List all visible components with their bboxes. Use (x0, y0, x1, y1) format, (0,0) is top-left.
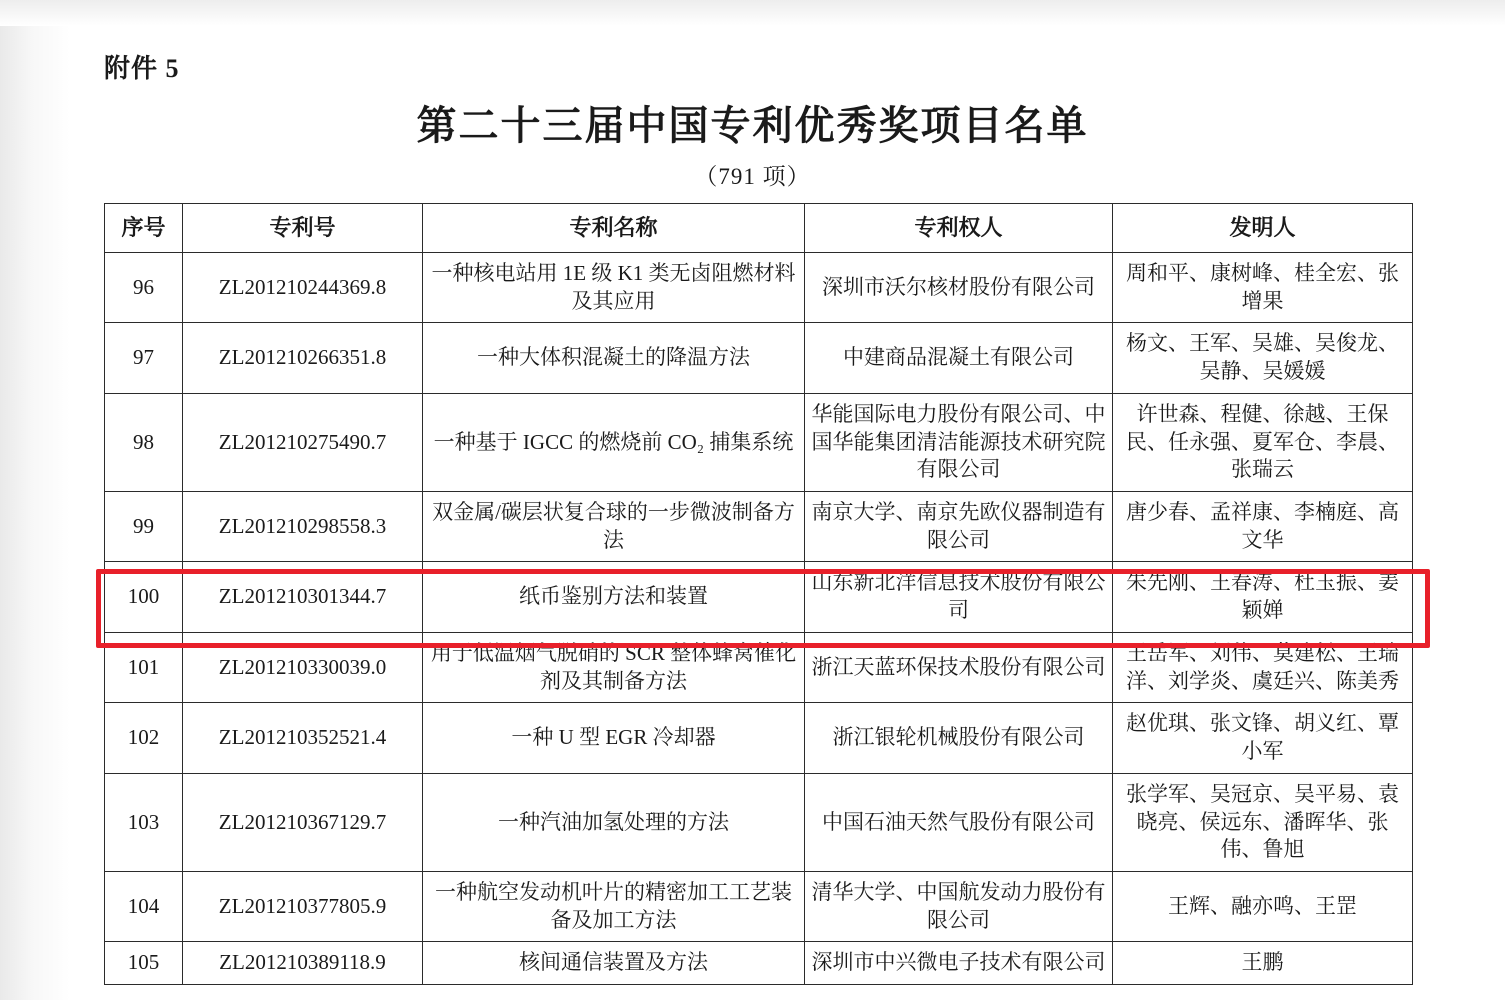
cell-inventors: 杨文、王军、吴雄、吴俊龙、吴静、吴媛媛 (1113, 323, 1413, 393)
cell-patent-name: 一种基于 IGCC 的燃烧前 CO₂ 捕集系统 (423, 393, 805, 491)
table-row-highlighted (105, 632, 1413, 702)
cell-no: 98 (105, 393, 183, 491)
cell-inventors: 王鹏 (1113, 942, 1413, 985)
cell-patent-id: ZL201210275490.7 (183, 393, 423, 491)
cell-patent-id: ZL201210266351.8 (183, 323, 423, 393)
cell-patent-id: ZL201210367129.7 (183, 773, 423, 871)
cell-patent-name: 一种大体积混凝土的降温方法 (423, 323, 805, 393)
cell-owner: 深圳市沃尔核材股份有限公司 (805, 253, 1113, 323)
table-row (105, 703, 1413, 773)
cell-patent-id: ZL201210377805.9 (183, 871, 423, 941)
cell-no: 104 (105, 871, 183, 941)
page-subtitle: （791 项） (694, 164, 811, 189)
cell-patent-name: 用于低温烟气脱硝的 SCR 整体蜂窝催化剂及其制备方法 (423, 632, 805, 702)
cell-owner: 浙江天蓝环保技术股份有限公司 (805, 632, 1113, 702)
cell-patent-id: ZL201210298558.3 (183, 492, 423, 562)
cell-owner: 华能国际电力股份有限公司、中国华能集团清洁能源技术研究院有限公司 (805, 393, 1113, 491)
cell-no: 97 (105, 323, 183, 393)
table-row (105, 323, 1413, 393)
cell-patent-id: ZL201210389118.9 (183, 942, 423, 985)
table-row (105, 942, 1413, 985)
column-header-patent-name: 专利名称 (423, 204, 805, 253)
table-header-row (105, 204, 1413, 253)
column-header-inventors: 发明人 (1113, 204, 1413, 253)
table-row (105, 871, 1413, 941)
table-row (105, 492, 1413, 562)
patent-list-table (104, 203, 1413, 985)
cell-owner: 清华大学、中国航发动力股份有限公司 (805, 871, 1113, 941)
table-row (105, 393, 1413, 491)
cell-patent-name: 纸币鉴别方法和装置 (423, 562, 805, 632)
cell-inventors: 王辉、融亦鸣、王罡 (1113, 871, 1413, 941)
cell-owner: 南京大学、南京先欧仪器制造有限公司 (805, 492, 1113, 562)
cell-owner: 山东新北洋信息技术股份有限公司 (805, 562, 1113, 632)
cell-patent-id: ZL201210330039.0 (183, 632, 423, 702)
cell-patent-name: 双金属/碳层状复合球的一步微波制备方法 (423, 492, 805, 562)
table-row (105, 773, 1413, 871)
table-row (105, 253, 1413, 323)
cell-patent-name: 一种 U 型 EGR 冷却器 (423, 703, 805, 773)
page-title: 第二十三届中国专利优秀奖项目名单 (416, 103, 1089, 148)
cell-owner: 中建商品混凝土有限公司 (805, 323, 1113, 393)
cell-inventors: 许世森、程健、徐越、王保民、任永强、夏军仓、李晨、张瑞云 (1113, 393, 1413, 491)
column-header-patent-id: 专利号 (183, 204, 423, 253)
cell-no: 96 (105, 253, 183, 323)
cell-inventors: 王岳军、刘伟、莫建松、王瑞洋、刘学炎、虞廷兴、陈美秀 (1113, 632, 1413, 702)
cell-no: 105 (105, 942, 183, 985)
column-header-no: 序号 (105, 204, 183, 253)
cell-owner: 浙江银轮机械股份有限公司 (805, 703, 1113, 773)
cell-inventors: 张学军、吴冠京、吴平易、袁晓亮、侯远东、潘晖华、张伟、鲁旭 (1113, 773, 1413, 871)
cell-no: 103 (105, 773, 183, 871)
cell-patent-id: ZL201210352521.4 (183, 703, 423, 773)
cell-no: 101 (105, 632, 183, 702)
cell-no: 102 (105, 703, 183, 773)
cell-owner: 深圳市中兴微电子技术有限公司 (805, 942, 1113, 985)
attachment-label: 附件 5 (104, 54, 180, 83)
scan-shadow-top (0, 0, 1505, 26)
table-row (105, 562, 1413, 632)
table-body (105, 253, 1413, 985)
cell-patent-id: ZL201210244369.8 (183, 253, 423, 323)
cell-inventors: 唐少春、孟祥康、李楠庭、高文华 (1113, 492, 1413, 562)
column-header-owner: 专利权人 (805, 204, 1113, 253)
cell-patent-name: 一种核电站用 1E 级 K1 类无卤阻燃材料及其应用 (423, 253, 805, 323)
cell-patent-name: 一种汽油加氢处理的方法 (423, 773, 805, 871)
cell-no: 99 (105, 492, 183, 562)
cell-inventors: 周和平、康树峰、桂全宏、张增果 (1113, 253, 1413, 323)
cell-patent-name: 一种航空发动机叶片的精密加工工艺装备及加工方法 (423, 871, 805, 941)
cell-owner: 中国石油天然气股份有限公司 (805, 773, 1113, 871)
cell-no: 100 (105, 562, 183, 632)
cell-inventors: 赵优琪、张文锋、胡义红、覃小军 (1113, 703, 1413, 773)
cell-patent-id: ZL201210301344.7 (183, 562, 423, 632)
cell-patent-name: 核间通信装置及方法 (423, 942, 805, 985)
cell-inventors: 朱先刚、王春涛、杜玉振、姜颖婵 (1113, 562, 1413, 632)
